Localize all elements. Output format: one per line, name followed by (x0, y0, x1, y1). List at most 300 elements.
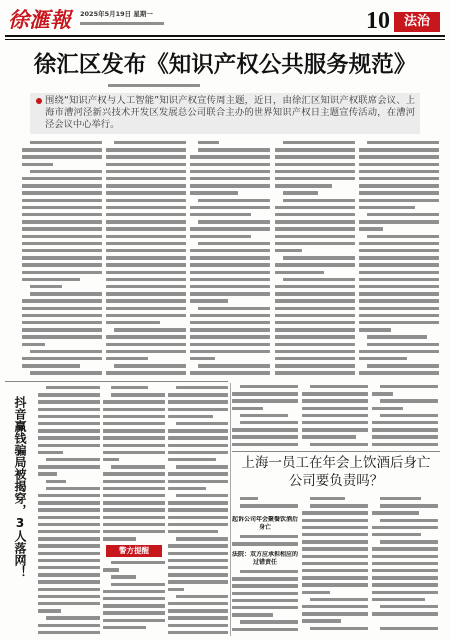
text-line (283, 256, 355, 259)
text-line (106, 235, 186, 238)
section-label: 法治 (394, 12, 440, 32)
text-line (38, 451, 63, 454)
text-line (38, 516, 100, 519)
text-line (190, 292, 270, 295)
lead-summary: 围绕“知识产权与人工智能”知识产权宣传周主题，近日，由徐汇区知识产权联席会议、上海市漕河泾新兴技术开发区发展总公司联合主办的世界知识产权日主题宣传活动，在漕河泾会议中心举行。 (45, 95, 415, 130)
text-line (367, 235, 439, 238)
text-line (359, 350, 439, 353)
text-line (176, 465, 228, 468)
text-line (275, 343, 355, 346)
text-line (168, 415, 213, 418)
text-line (22, 321, 102, 324)
text-line (240, 421, 298, 424)
text-line (103, 508, 165, 511)
text-line (302, 612, 368, 615)
text-line (359, 227, 383, 230)
text-line (190, 155, 270, 158)
text-line (46, 616, 100, 619)
text-line (38, 573, 100, 576)
text-line (38, 422, 100, 425)
text-line (103, 400, 165, 403)
text-line (114, 364, 186, 367)
text-line (367, 335, 427, 338)
text-line (106, 285, 186, 288)
text-line (359, 278, 439, 281)
text-line (22, 343, 45, 346)
text-line (38, 523, 100, 526)
text-line (380, 399, 438, 402)
text-line (103, 523, 165, 526)
text-line (22, 328, 102, 331)
text-line (106, 170, 186, 173)
text-line (190, 321, 270, 324)
text-line (232, 392, 298, 395)
text-line (275, 148, 355, 151)
text-line (190, 256, 270, 259)
text-line (275, 371, 355, 374)
text-line (38, 530, 100, 533)
text-line (168, 559, 228, 562)
text-line (103, 590, 165, 593)
text-line (22, 155, 102, 158)
text-line (106, 249, 186, 252)
text-line (359, 263, 439, 266)
text-line (275, 235, 355, 238)
text-line (275, 299, 355, 302)
text-line (22, 263, 102, 266)
text-line (30, 170, 102, 173)
column-divider (230, 383, 231, 636)
text-line (190, 213, 251, 216)
text-line (38, 465, 100, 468)
text-line (106, 292, 186, 295)
text-line (190, 299, 228, 302)
text-line (240, 504, 298, 507)
text-line (190, 328, 270, 331)
text-line (275, 357, 355, 360)
masthead-rule (5, 35, 445, 37)
text-line (22, 213, 102, 216)
text-line (103, 537, 136, 540)
text-line (168, 487, 206, 490)
text-line (38, 444, 100, 447)
text-line (106, 256, 186, 259)
text-line (359, 220, 439, 223)
text-line (372, 562, 438, 565)
text-line (359, 177, 439, 180)
text-line (367, 213, 439, 216)
text-line (46, 487, 100, 490)
text-line (240, 570, 298, 573)
text-line (359, 191, 439, 194)
text-line (22, 242, 102, 245)
text-line (168, 444, 228, 447)
text-line (176, 537, 228, 540)
text-line (359, 242, 439, 245)
text-line (106, 357, 148, 360)
text-line (380, 540, 438, 543)
text-line (111, 465, 165, 468)
text-line (106, 163, 186, 166)
text-line (198, 148, 270, 151)
text-line (168, 436, 228, 439)
text-line (372, 612, 438, 615)
text-line (22, 335, 102, 338)
story-divider (5, 381, 228, 382)
text-line (168, 451, 228, 454)
text-line (168, 516, 228, 519)
text-line (168, 508, 228, 511)
text-line (22, 357, 102, 360)
text-line (283, 141, 355, 144)
text-line (38, 494, 100, 497)
text-line (359, 314, 439, 317)
text-line (275, 170, 355, 173)
text-line (30, 285, 62, 288)
text-line (302, 414, 368, 417)
text-line (380, 497, 421, 500)
text-line (106, 199, 186, 202)
text-line (232, 628, 298, 631)
text-line (198, 242, 270, 245)
text-line (106, 371, 186, 374)
text-line (38, 415, 100, 418)
text-line (359, 328, 391, 331)
text-line (103, 626, 146, 629)
text-line (38, 501, 100, 504)
text-line (302, 533, 368, 536)
text-line (22, 199, 102, 202)
byline (108, 84, 200, 87)
text-line (38, 408, 100, 411)
text-line (359, 163, 439, 166)
text-line (372, 443, 438, 446)
text-line (310, 598, 368, 601)
text-line (46, 458, 100, 461)
text-line (302, 555, 368, 558)
text-line (302, 392, 368, 395)
text-line (22, 314, 102, 317)
text-line (190, 191, 238, 194)
text-line (240, 535, 298, 538)
text-line (275, 335, 355, 338)
text-line (168, 544, 228, 547)
text-line (359, 292, 439, 295)
text-line (103, 597, 165, 600)
text-line (168, 624, 228, 627)
text-line (38, 393, 100, 396)
text-line (168, 609, 228, 612)
text-line (103, 516, 165, 519)
text-line (372, 526, 438, 529)
text-line (103, 487, 165, 490)
banquet-subhead: 法院：双方应承担相应的过错责任 (232, 551, 298, 566)
text-line (310, 627, 368, 630)
text-line (275, 364, 355, 367)
text-line (310, 504, 368, 507)
text-line (103, 619, 165, 622)
text-line (302, 547, 368, 550)
text-line (302, 591, 330, 594)
text-line (106, 321, 160, 324)
text-line (168, 408, 228, 411)
text-line (168, 480, 228, 483)
text-line (275, 249, 302, 252)
issue-date: 2025年5月19日 星期一 (80, 10, 153, 18)
text-line (302, 619, 341, 622)
text-line (168, 580, 228, 583)
text-line (359, 155, 439, 158)
text-line (359, 184, 439, 187)
lead-headline: 徐汇区发布《知识产权公共服务规范》 (33, 52, 417, 78)
text-line (103, 494, 165, 497)
text-line (22, 177, 102, 180)
text-line (168, 566, 228, 569)
text-line (275, 206, 355, 209)
text-line (190, 227, 270, 230)
text-line (106, 263, 186, 266)
text-line (190, 278, 270, 281)
text-line (103, 422, 165, 425)
text-line (275, 184, 332, 187)
text-line (275, 292, 355, 295)
text-line (359, 148, 439, 151)
text-line (302, 562, 368, 565)
text-line (198, 307, 270, 310)
text-line (275, 321, 355, 324)
text-line (38, 609, 61, 612)
banquet-headline-line2: 公司要负责吗？ (288, 473, 384, 489)
text-line (168, 588, 184, 591)
masthead-rule-thin (5, 39, 445, 40)
text-line (190, 163, 270, 166)
text-line (22, 364, 80, 367)
text-line (114, 328, 186, 331)
text-line (103, 501, 165, 504)
text-line (22, 163, 53, 166)
text-line (190, 184, 270, 187)
text-line (372, 435, 438, 438)
text-line (46, 480, 66, 483)
text-line (302, 576, 368, 579)
text-line (232, 435, 298, 438)
text-line (22, 206, 102, 209)
text-line (22, 299, 102, 302)
text-line (372, 598, 425, 601)
text-line (103, 472, 165, 475)
text-line (111, 393, 165, 396)
text-line (372, 392, 393, 395)
text-line (22, 184, 102, 187)
text-line (103, 436, 165, 439)
text-line (359, 307, 439, 310)
text-line (106, 307, 186, 310)
text-line (275, 213, 355, 216)
text-line (168, 573, 228, 576)
text-line (106, 271, 186, 274)
text-line (283, 278, 355, 281)
text-line (302, 519, 368, 522)
text-line (38, 566, 100, 569)
text-line (302, 435, 356, 438)
text-line (380, 414, 438, 417)
text-line (38, 436, 100, 439)
text-line (232, 584, 298, 587)
text-line (22, 278, 80, 281)
text-line (372, 547, 438, 550)
text-line (232, 606, 298, 609)
text-line (372, 555, 438, 558)
text-line (30, 371, 102, 374)
text-line (190, 206, 270, 209)
text-line (302, 407, 368, 410)
text-line (372, 407, 403, 410)
text-line (103, 568, 119, 571)
text-line (103, 429, 165, 432)
text-line (106, 220, 186, 223)
text-line (359, 371, 439, 374)
text-line (114, 141, 186, 144)
text-line (38, 602, 100, 605)
text-line (302, 540, 368, 543)
text-line (302, 511, 368, 514)
banquet-headline-line1: 上海一员工在年会上饮酒后身亡 (241, 455, 431, 471)
text-line (283, 199, 355, 202)
text-line (372, 428, 438, 431)
text-line (106, 177, 186, 180)
text-line (232, 428, 298, 431)
text-line (232, 399, 298, 402)
text-line (106, 184, 186, 187)
text-line (22, 271, 102, 274)
text-line (275, 177, 355, 180)
police-alert-label: 警方提醒 (106, 545, 162, 557)
text-line (310, 497, 345, 500)
banquet-subhead: 起诉公司年会聚餐饮酒后身亡 (232, 516, 298, 531)
text-line (38, 400, 100, 403)
text-line (38, 624, 100, 627)
text-line (168, 501, 228, 504)
editor-line (80, 22, 164, 25)
text-line (190, 285, 270, 288)
text-line (232, 599, 298, 602)
text-line (168, 616, 228, 619)
text-line (190, 371, 270, 374)
source-note (380, 627, 438, 630)
text-line (380, 519, 438, 522)
text-line (103, 408, 165, 411)
text-line (168, 523, 228, 526)
text-line (111, 583, 165, 586)
text-line (232, 577, 298, 580)
scam-headline: 抖音赢钱骗局被揭穿，3人落网！ (13, 396, 27, 578)
text-line (168, 631, 228, 634)
text-line (111, 386, 148, 389)
text-line (190, 170, 270, 173)
text-line (106, 335, 186, 338)
text-line (106, 299, 186, 302)
text-line (302, 605, 368, 608)
text-line (359, 271, 439, 274)
text-line (111, 575, 136, 578)
text-line (106, 314, 186, 317)
text-line (198, 199, 270, 202)
text-line (302, 583, 368, 586)
newspaper-logo: 徐滙報 (8, 7, 71, 32)
text-line (240, 620, 298, 623)
text-line (103, 444, 165, 447)
text-line (275, 227, 355, 230)
text-line (310, 385, 368, 388)
text-line (176, 386, 228, 389)
text-line (38, 559, 100, 562)
text-line (168, 552, 228, 555)
text-line (103, 458, 119, 461)
text-line (232, 613, 273, 616)
text-line (22, 256, 102, 259)
text-line (106, 242, 186, 245)
text-line (106, 278, 186, 281)
text-line (359, 256, 439, 259)
text-line (38, 544, 100, 547)
page-number: 10 (366, 8, 390, 34)
text-line (275, 314, 355, 317)
text-line (103, 611, 165, 614)
text-line (232, 407, 263, 410)
text-line (240, 414, 288, 417)
text-line (190, 314, 270, 317)
text-line (380, 385, 438, 388)
text-line (168, 472, 228, 475)
text-line (275, 350, 355, 353)
text-line (22, 148, 102, 151)
text-line (38, 537, 100, 540)
text-line (103, 415, 165, 418)
text-line (380, 605, 438, 608)
text-line (22, 249, 102, 252)
text-line (275, 271, 324, 274)
text-line (367, 141, 439, 144)
text-line (372, 533, 421, 536)
text-line (176, 494, 228, 497)
text-line (176, 595, 228, 598)
text-line (198, 220, 270, 223)
text-line (190, 235, 251, 238)
text-line (190, 271, 270, 274)
text-line (190, 263, 270, 266)
text-line (372, 511, 419, 514)
text-line (372, 421, 438, 424)
text-line (232, 542, 298, 545)
text-line (106, 148, 186, 151)
text-line (106, 206, 186, 209)
text-line (22, 235, 102, 238)
text-line (359, 206, 415, 209)
text-line (275, 155, 355, 158)
text-line (30, 141, 102, 144)
text-line (38, 595, 100, 598)
text-line (38, 508, 100, 511)
text-line (302, 399, 368, 402)
text-line (302, 421, 368, 424)
text-line (240, 385, 298, 388)
text-line (168, 530, 218, 533)
text-line (372, 569, 438, 572)
text-line (168, 458, 216, 461)
text-line (106, 155, 186, 158)
text-line (22, 191, 102, 194)
text-line (30, 292, 102, 295)
